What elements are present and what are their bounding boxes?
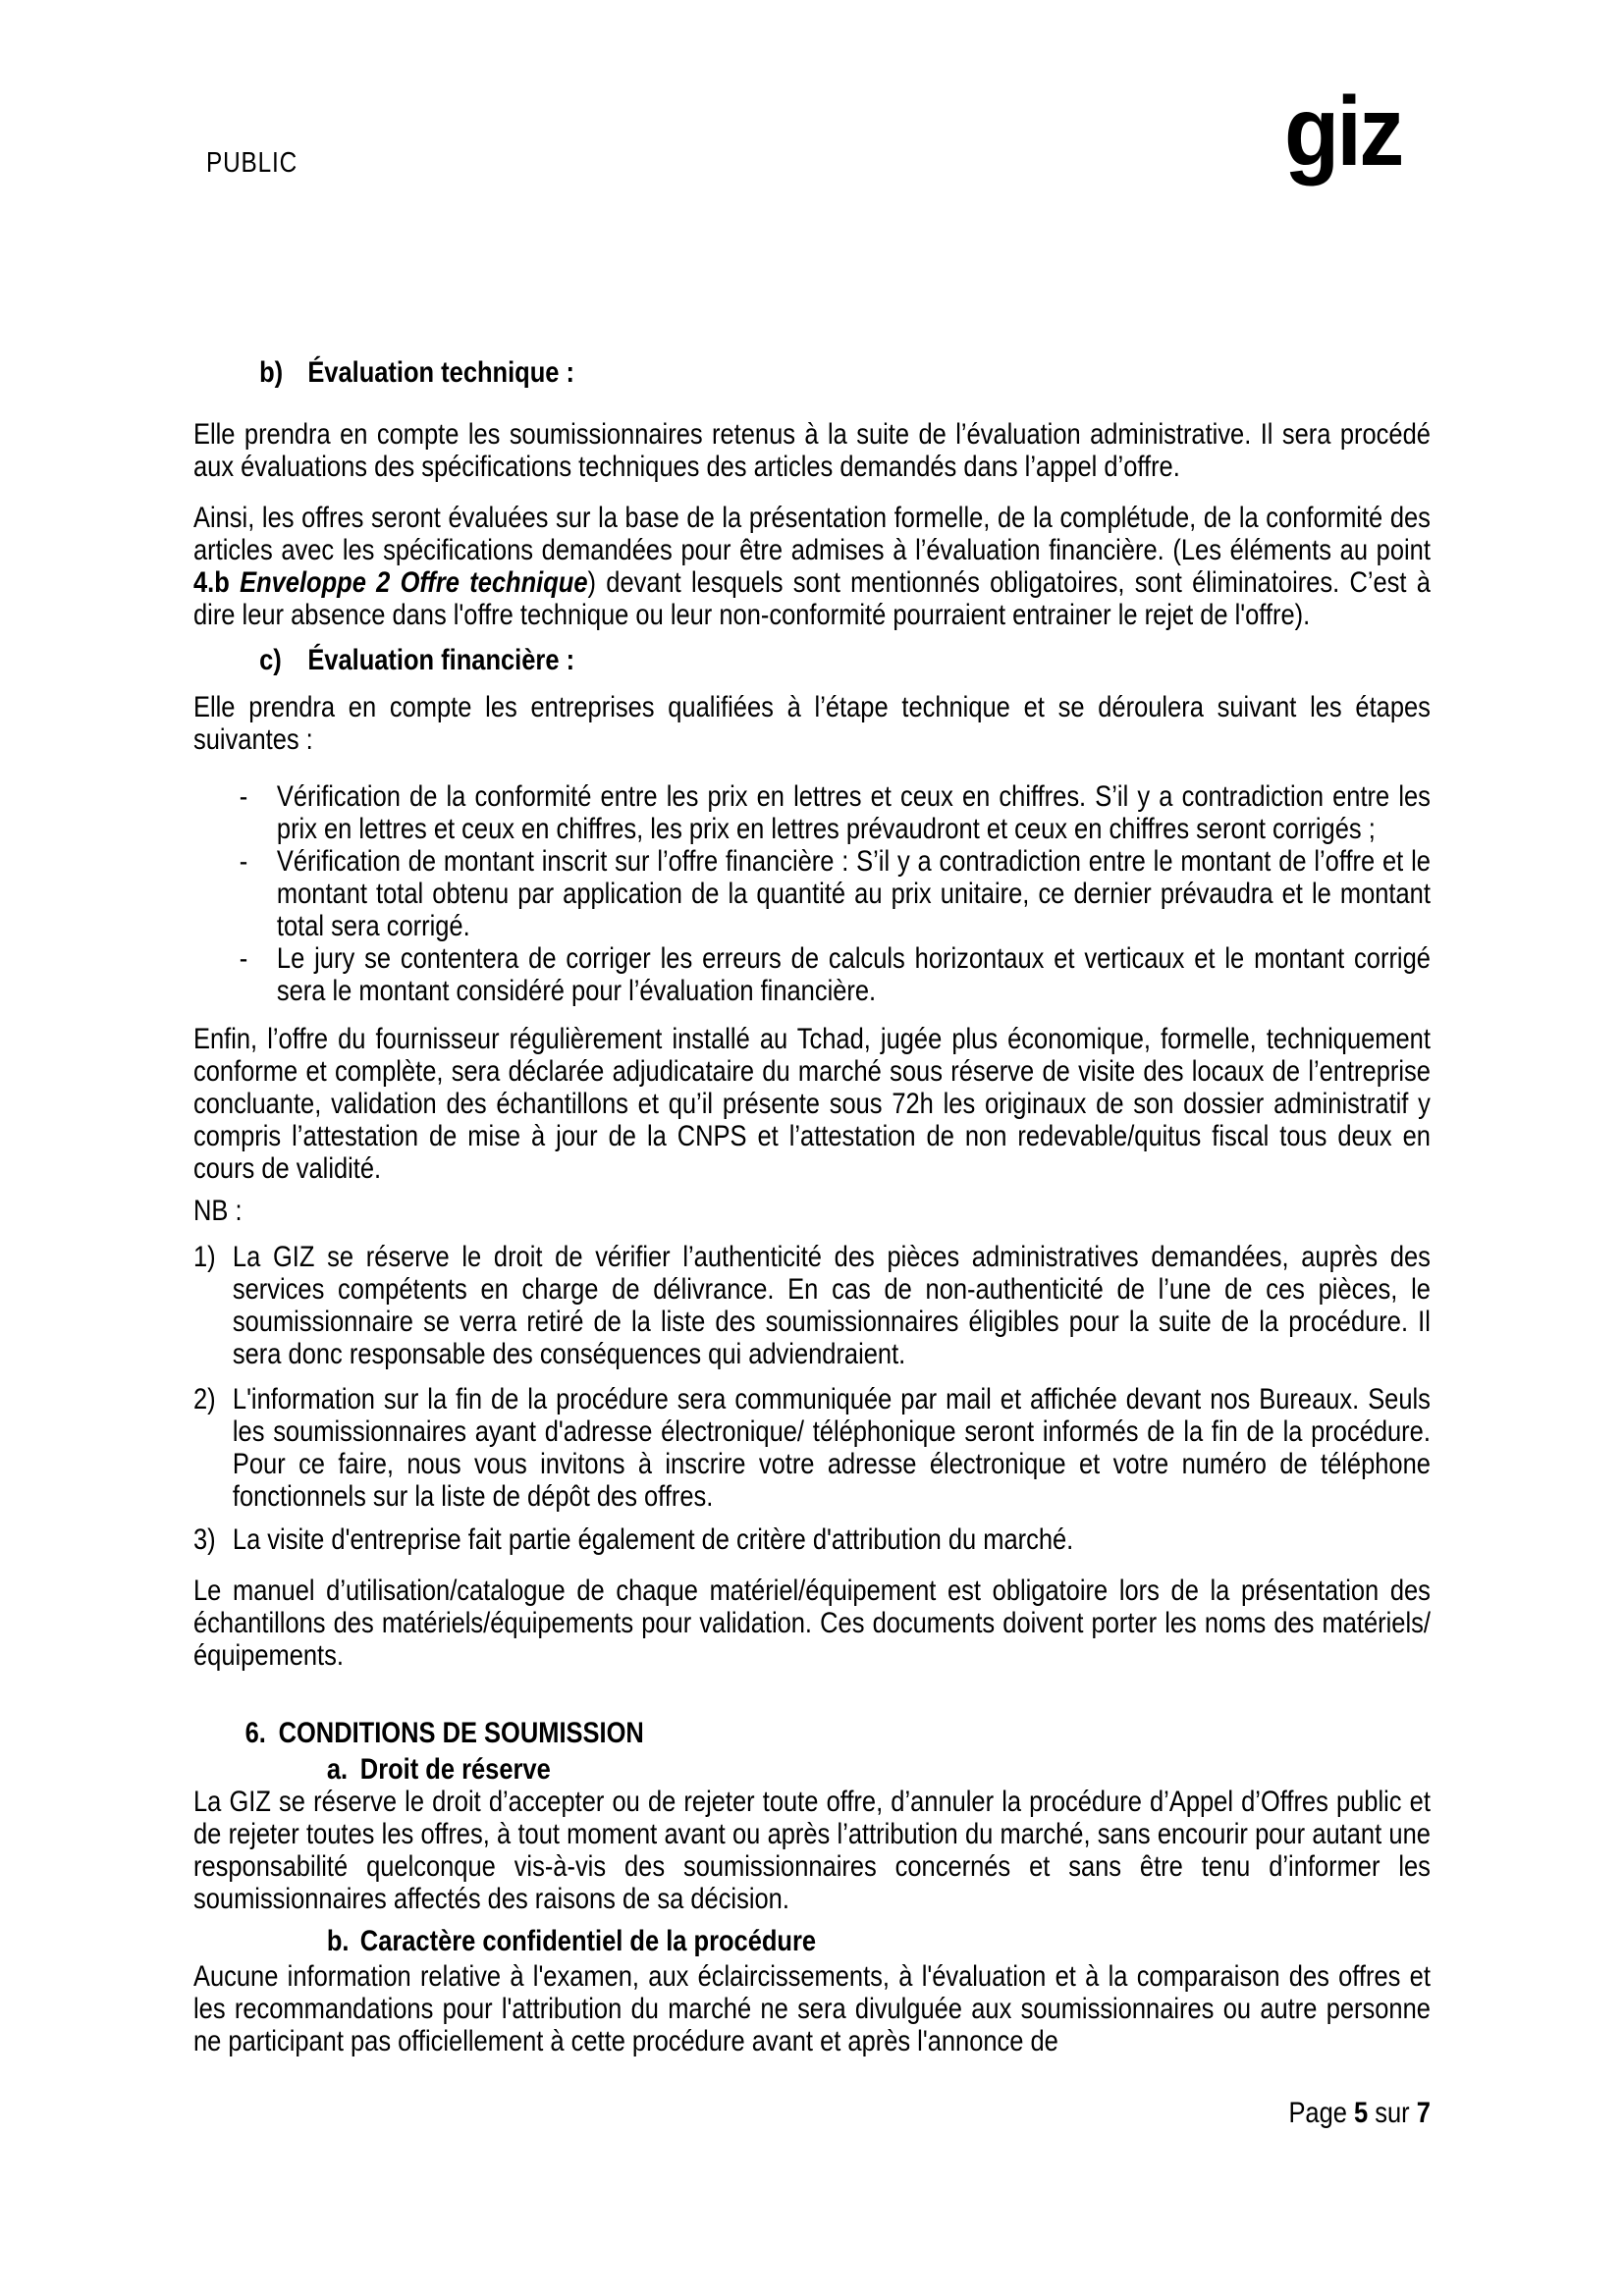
number-marker: 1) <box>193 1241 216 1273</box>
heading-label: Caractère confidentiel de la procédure <box>359 1925 817 1957</box>
footer-page-number: 5 <box>1354 2097 1369 2129</box>
dash-marker: - <box>239 942 248 975</box>
list-item-text: La visite d'entreprise fait partie également de critère d'attribution du marché. <box>232 1523 1074 1556</box>
heading-caractere-confidentiel <box>193 1925 1431 1957</box>
classification-label: PUBLIC <box>206 147 298 179</box>
heading-conditions-soumission <box>193 1717 1431 1749</box>
giz-logo: giz <box>1284 77 1402 187</box>
paragraph-manuel-utilisation: Le manuel d’utilisation/catalogue de chaque matériel/équipement est obligatoire lors de la présentation des échantillons des matériels/équipements pour validation. Ces documents doivent porter les noms des matériels/équipements. <box>193 1575 1431 1672</box>
list-item-text: L'information sur la fin de la procédure sera communiquée par mail et affichée devant nos Bureaux. Seuls les soumissionnaires ayant d'adresse électronique/ téléphonique seront informés de la fin de la procédure. Pour ce faire, nous vous invitons à inscrire votre adresse électronique et votre numéro de téléphone fonctionnels sur la liste de dépôt des offres. <box>232 1383 1431 1513</box>
list-item-jury-corrections <box>193 942 1431 1007</box>
list-item-visite-entreprise <box>193 1523 1431 1556</box>
footer-page-label: Page <box>1288 2097 1347 2129</box>
heading-marker: 6. <box>244 1717 266 1749</box>
list-item-text: Vérification de la conformité entre les prix en lettres et ceux en chiffres. S’il y a contradiction entre les prix en lettres et ceux en chiffres, les prix en lettres prévaudront et ceux en chiffres seront corrigés ; <box>276 780 1431 845</box>
footer-total-pages: 7 <box>1416 2097 1431 2129</box>
heading-marker: a. <box>326 1753 349 1786</box>
heading-label: Droit de réserve <box>359 1753 551 1786</box>
text-run: ) devant lesquels sont mentionnés obligatoires, sont éliminatoires. C’est à dire leur absence dans l'offre technique ou leur non-conformité pourraient entrainer le rejet de l'offre). <box>193 566 1431 631</box>
heading-label: Évaluation financière : <box>307 644 575 676</box>
paragraph-droit-de-reserve: La GIZ se réserve le droit d’accepter ou de rejeter toute offre, d’annuler la procédure d’Appel d’Offres public et de rejeter toutes les offres, à tout moment avant ou après l’attribution du marché, sans encourir pour autant une responsabilité quelconque vis-à-vis des soumissionnaires concernés et sans être tenu d’informer les soumissionnaires affectés des raisons de sa décision. <box>193 1786 1431 1915</box>
heading-marker: b. <box>326 1925 350 1957</box>
number-marker: 2) <box>193 1383 216 1415</box>
heading-droit-de-reserve <box>193 1753 1431 1786</box>
heading-label: Évaluation technique : <box>307 356 575 389</box>
list-item-text: La GIZ se réserve le droit de vérifier l’authenticité des pièces administratives demandées, auprès des services compétents en charge de délivrance. En cas de non-authenticité de l’une de ces pièces, le soumissionnaire se verra retiré de la liste des soumissionnaires éligibles pour la suite de la procédure. Il sera donc responsable des conséquences qui adviendraient. <box>232 1241 1431 1370</box>
heading-marker: b) <box>259 356 284 389</box>
document-body <box>193 356 1431 2129</box>
list-item-authenticite <box>193 1241 1431 1370</box>
dash-marker: - <box>239 780 248 813</box>
footer-separator: sur <box>1375 2097 1410 2129</box>
paragraph-caractere-confidentiel: Aucune information relative à l'examen, aux éclaircissements, à l'évaluation et à la comparaison des offres et les recommandations pour l'attribution du marché ne sera divulguée aux soumissionnaires ou autre personne ne participant pas officiellement à cette procédure avant et après l'annonce de <box>193 1960 1431 2057</box>
list-item-verification-prix <box>193 780 1431 845</box>
list-item-text: Le jury se contentera de corriger les erreurs de calculs horizontaux et verticaux et le montant corrigé sera le montant considéré pour l’évaluation financière. <box>276 942 1431 1007</box>
list-item-information-fin <box>193 1383 1431 1513</box>
heading-label: CONDITIONS DE SOUMISSION <box>278 1717 644 1749</box>
text-run-bold: 4.b <box>193 566 241 599</box>
page-footer <box>193 2097 1431 2129</box>
list-item-text: Vérification de montant inscrit sur l’offre financière : S’il y a contradiction entre le montant de l’offre et le montant total obtenu par application de la quantité au prix unitaire, ce dernier prévaudra et le montant total sera corrigé. <box>276 845 1431 942</box>
paragraph-adjudication: Enfin, l’offre du fournisseur régulièrement installé au Tchad, jugée plus économique, formelle, techniquement conforme et complète, sera déclarée adjudicataire du marché sous réserve de visite des locaux de l’entreprise concluante, validation des échantillons et qu’il présente sous 72h les originaux de son dossier administratif y compris l’attestation de mise à jour de la CNPS et l’attestation de non redevable/quitus fiscal tous deux en cours de validité. <box>193 1023 1431 1185</box>
paragraph-evaluation-criteres <box>193 502 1431 631</box>
heading-marker: c) <box>259 644 282 676</box>
list-item-verification-montant <box>193 845 1431 942</box>
nb-label: NB : <box>193 1195 243 1227</box>
number-marker: 3) <box>193 1523 216 1556</box>
dash-marker: - <box>239 845 248 878</box>
heading-evaluation-financiere <box>193 644 1431 676</box>
text-run: Ainsi, les offres seront évaluées sur la base de la présentation formelle, de la complétude, de la conformité des articles avec les spécifications demandées pour être admises à l’évaluation financière. (Les éléments au point <box>193 502 1431 566</box>
paragraph-evaluation-admin: Elle prendra en compte les soumissionnaires retenus à la suite de l’évaluation administrative. Il sera procédé aux évaluations des spécifications techniques des articles demandés dans l’appel d’offre. <box>193 418 1431 483</box>
paragraph-etapes-intro: Elle prendra en compte les entreprises qualifiées à l’étape technique et se déroulera suivant les étapes suivantes : <box>193 691 1431 756</box>
text-run-bold-italic: Enveloppe 2 Offre technique <box>240 566 588 599</box>
heading-evaluation-technique <box>193 356 1431 389</box>
